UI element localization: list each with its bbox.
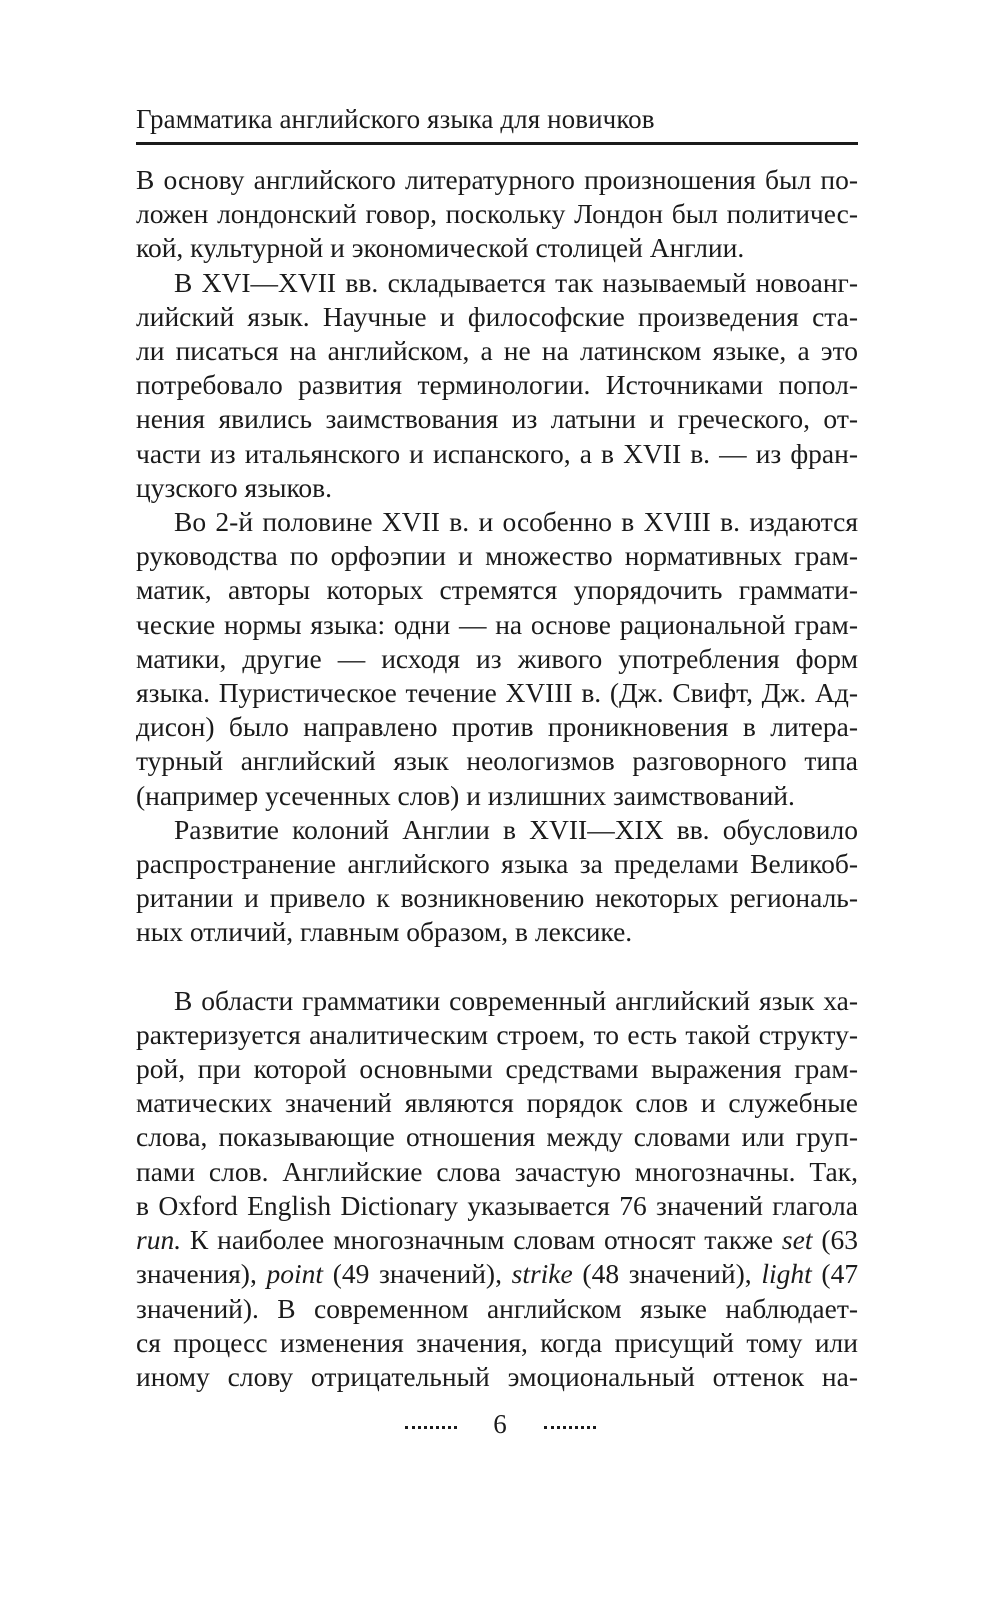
text-line: цузского языков. [136,471,333,503]
dotted-rule-left [405,1426,457,1429]
text-line: пами слов. Английские слова зачастую многозначны. Так, [136,1155,858,1187]
italic-word-set: set [781,1224,813,1256]
book-page [136,96,858,1394]
text-line: кой, культурной и экономической столицей Англии. [136,232,745,264]
text-line: В области грамматики современный английский язык ха- [174,984,858,1016]
text-line [136,1223,858,1257]
text-line: руководства по орфоэпии и множество нормативных грам- [136,540,858,572]
text-line: ческие нормы языка: одни — на основе рациональной грам- [136,608,858,640]
text-line: матики, другие — исходя из живого употребления форм [136,642,858,674]
text-fragment: (48 значений), [582,1258,752,1290]
text-line: дисон) было направлено против проникновения в литера- [136,711,858,743]
text-line: части из итальянского и испанского, а в XVII в. — из фран- [136,437,858,469]
text-line: нения явились заимствования из латыни и греческого, от- [136,403,858,435]
text-line: ритании и привело к возникновению некоторых региональ- [136,882,858,914]
text-line: ся процесс изменения значения, когда присущий тому или [136,1326,858,1358]
text-line: потребовало развития терминологии. Источниками попол- [136,369,858,401]
text-line: иному слову отрицательный эмоциональный оттенок на- [136,1360,858,1392]
running-head: Грамматика английского языка для новичков [136,96,858,145]
text-line: В основу английского литературного произношения был по- [136,164,858,195]
text-fragment: (47 [821,1258,859,1290]
italic-word-light: light [761,1258,812,1290]
text-line: ли писаться на английском, а не на латинском языке, а это [136,335,858,367]
paragraph-gap [136,950,858,984]
text-line: языка. Пуристическое течение XVIII в. (Дж. Свифт, Дж. Ад- [136,677,858,709]
text-line: матических значений являются порядок слов и служебные [136,1087,858,1119]
text-line: распространение английского языка за пределами Великоб- [136,848,858,880]
text-line: Во 2-й половине XVII в. и особенно в XVIII в. издаются [174,506,858,538]
text-fragment: К наиболее многозначным словам относят также [189,1224,774,1256]
page-footer [0,1404,1000,1441]
text-line: В XVI—XVII вв. складывается так называемый новоанг- [174,266,858,298]
text-line: (например усеченных слов) и излишних заимствований. [136,779,795,811]
dotted-rule-right [544,1426,596,1429]
text-fragment: (63 [821,1224,858,1256]
text-line: в Oxford English Dictionary указывается 76 значений глагола [136,1189,858,1221]
italic-word-point: point [266,1258,324,1290]
text-line: лийский язык. Научные и философские произведения ста- [136,300,858,332]
text-fragment: (49 значений), [332,1258,502,1290]
text-line: ложен лондонский говор, поскольку Лондон был политичес- [136,198,858,230]
body-text [136,163,858,1394]
text-line: значений). В современном английском языке наблюдает- [136,1292,858,1324]
italic-word-run: run. [136,1224,182,1256]
text-line: ных отличий, главным образом, в лексике. [136,916,633,948]
text-fragment: значения), [136,1258,257,1290]
italic-word-strike: strike [511,1258,573,1290]
text-line: матик, авторы которых стремятся упорядочить граммати- [136,574,858,606]
text-line: турный английский язык неологизмов разговорного типа [136,745,858,777]
text-line: рактеризуется аналитическим строем, то есть такой структу- [136,1018,858,1050]
text-line [136,1257,858,1291]
page-number: 6 [493,1408,507,1439]
text-line: рой, при которой основными средствами выражения грам- [136,1053,858,1085]
text-line: слова, показывающие отношения между словами или груп- [136,1121,858,1153]
text-line: Развитие колоний Англии в XVII—XIX вв. обусловило [174,813,858,845]
